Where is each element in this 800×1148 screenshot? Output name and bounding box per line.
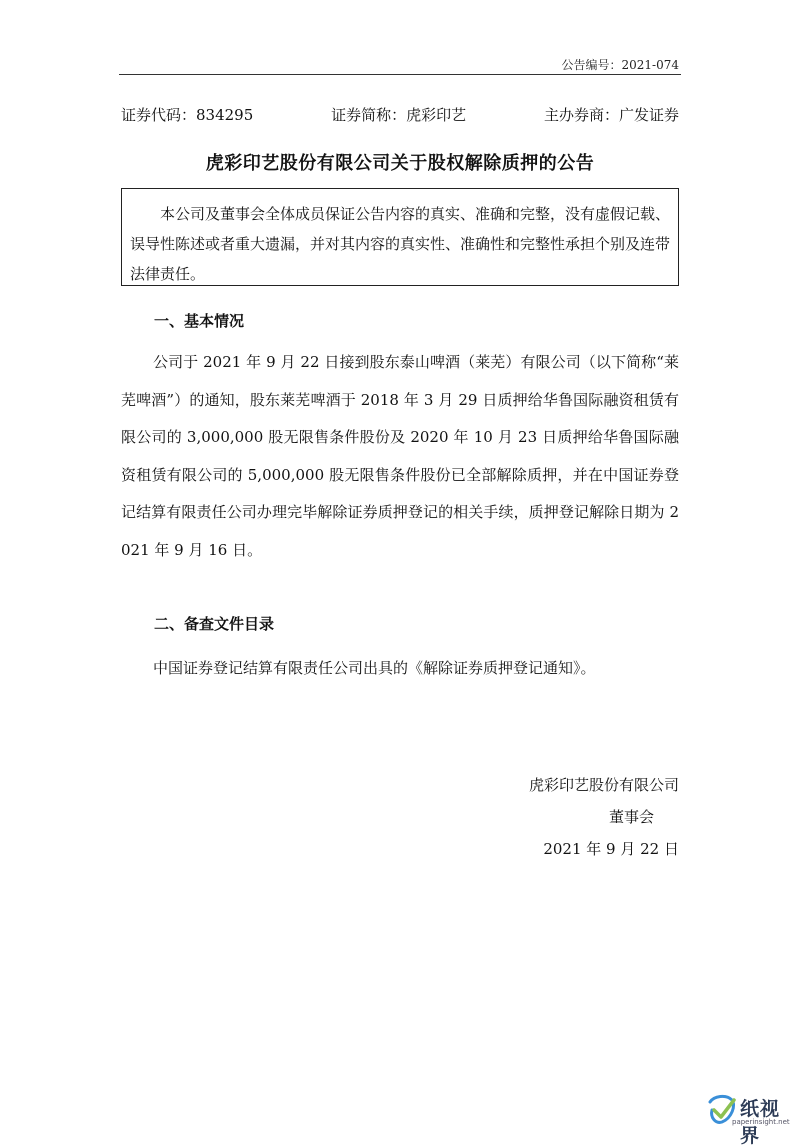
- stock-code: 证券代码：834295: [121, 106, 254, 124]
- section-heading-basic-info: 一、基本情况: [154, 312, 245, 330]
- watermark-logo: [706, 1092, 798, 1147]
- stock-info-row: [121, 104, 679, 125]
- signature-date: 2021 年 9 月 22 日: [543, 840, 679, 858]
- signature-company: 虎彩印艺股份有限公司: [528, 776, 679, 794]
- announcement-number: 公告编号：2021-074: [561, 58, 679, 72]
- header-divider: [119, 74, 681, 75]
- responsibility-statement: 本公司及董事会全体成员保证公告内容的真实、准确和完整，没有虚假记载、误导性陈述或者重大遗漏，并对其内容的真实性、准确性和完整性承担个别及连带法律责任。: [121, 188, 679, 286]
- watermark-text: 纸视界: [740, 1098, 781, 1147]
- stock-short-name: 证券简称：虎彩印艺: [331, 106, 467, 124]
- section-body-basic-info: 公司于 2021 年 9 月 22 日接到股东泰山啤酒（莱芜）有限公司（以下简称“莱芜啤酒”）的通知，股东莱芜啤酒于 2018 年 3 月 29 日质押给华鲁国际融资租赁有限公司的 3,000,000 股无限售条件股份及 2020 年 10 月 23 日质押给华鲁国际融资租赁有限公司的 5,000,000 股无限售条件股份已全部解除质押，并在中国证券登记结算有限责任公司办理完毕解除证券质押登记的相关手续，质押登记解除日期为 2021 年 9 月 16 日。: [121, 353, 679, 559]
- watermark-url: paperinsight.net: [732, 1118, 790, 1126]
- signature-board: 董事会: [608, 808, 654, 826]
- document-title: 虎彩印艺股份有限公司关于股权解除质押的公告: [205, 153, 595, 174]
- sponsor-broker: 主办券商：广发证券: [543, 106, 679, 124]
- section-body-reference-docs: 中国证券登记结算有限责任公司出具的《解除证券质押登记通知》。: [153, 659, 596, 677]
- section-heading-reference-docs: 二、备查文件目录: [154, 615, 275, 633]
